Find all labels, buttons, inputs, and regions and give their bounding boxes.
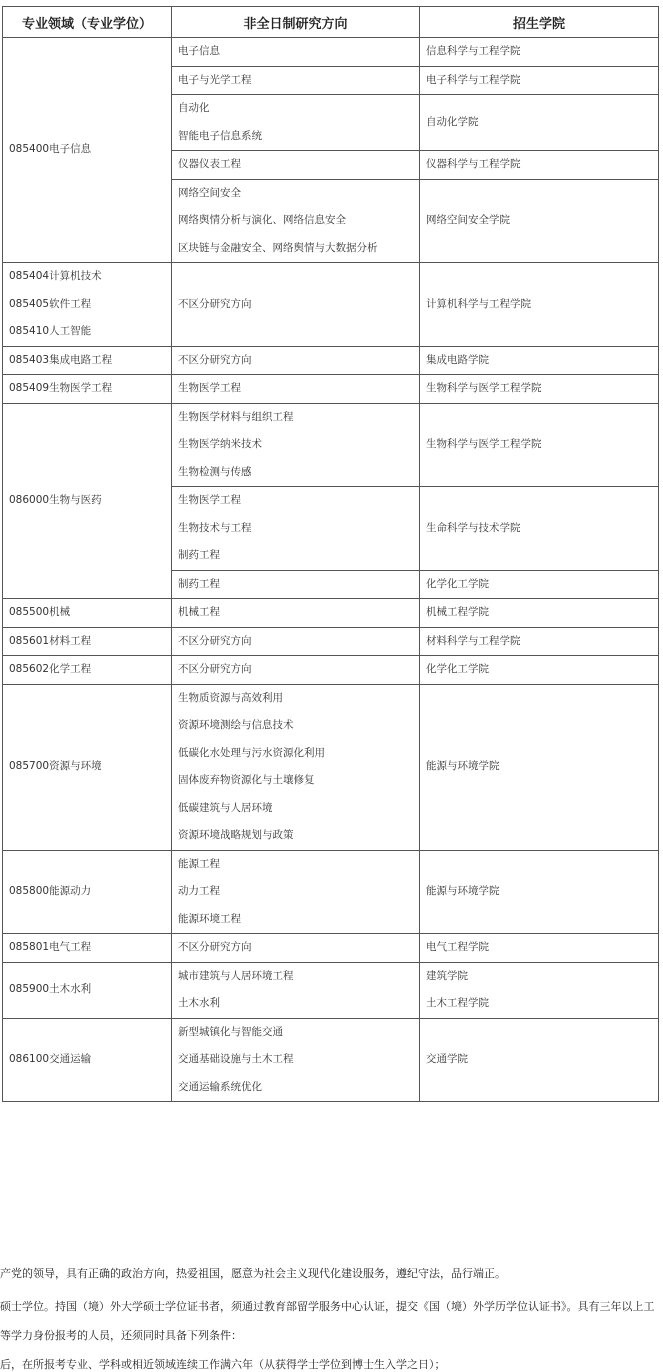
direction-label: 生物医学材料与组织工程 <box>178 410 294 423</box>
header-college: 招生学院 <box>420 7 659 38</box>
field-label: 085801电气工程 <box>9 941 92 953</box>
field-label: 085403集成电路工程 <box>9 353 113 366</box>
college-cell <box>420 375 659 404</box>
college-label: 能源与环境学院 <box>426 885 500 897</box>
direction-label: 生物检测与传感 <box>178 465 252 478</box>
direction-cell <box>172 346 420 375</box>
header-direction: 非全日制研究方向 <box>172 7 420 38</box>
field-label: 085409生物医学工程 <box>9 382 113 394</box>
college-label: 材料科学与工程学院 <box>426 634 521 647</box>
direction-cell <box>172 95 420 151</box>
college-cell <box>420 95 659 151</box>
table-header-row <box>3 7 659 38</box>
field-cell <box>3 656 172 685</box>
field-label: 085800能源动力 <box>9 885 92 897</box>
note-line-1: 产党的领导，具有正确的政治方向，热爱祖国，愿意为社会主义现代化建设服务，遵纪守法，品行端正。 <box>0 1267 506 1280</box>
direction-label: 资源环境测绘与信息技术 <box>178 719 294 731</box>
field-cell <box>3 346 172 375</box>
college-label: 电气工程学院 <box>426 941 489 953</box>
field-label: 086000生物与医药 <box>9 494 102 506</box>
direction-cell <box>172 66 420 95</box>
college-label: 集成电路学院 <box>426 353 489 366</box>
direction-label: 仪器仪表工程 <box>178 158 241 170</box>
college-cell <box>420 66 659 95</box>
college-label: 仪器科学与工程学院 <box>426 158 521 170</box>
direction-cell <box>172 656 420 685</box>
table-row <box>3 1018 659 1102</box>
header-field: 专业领域（专业学位） <box>3 7 172 38</box>
college-cell <box>420 263 659 347</box>
direction-label: 网络空间安全 <box>178 186 241 199</box>
field-label: 085400电子信息 <box>9 143 92 156</box>
college-cell <box>420 656 659 685</box>
direction-label: 生物质资源与高效利用 <box>178 691 283 704</box>
direction-label: 低碳化水处理与污水资源化利用 <box>178 746 325 759</box>
direction-label: 交通基础设施与土木工程 <box>178 1053 294 1065</box>
direction-label: 不区分研究方向 <box>178 634 252 647</box>
direction-cell <box>172 263 420 347</box>
field-label: 086100交通运输 <box>9 1053 92 1065</box>
college-label: 电子科学与工程学院 <box>426 73 521 86</box>
field-cell <box>3 403 172 599</box>
field-cell <box>3 263 172 347</box>
direction-label: 智能电子信息系统 <box>178 129 262 142</box>
field-label: 085601材料工程 <box>9 634 92 647</box>
college-cell <box>420 570 659 599</box>
college-cell <box>420 346 659 375</box>
direction-cell <box>172 934 420 963</box>
direction-cell <box>172 570 420 599</box>
direction-label: 能源工程 <box>178 857 220 870</box>
table-row <box>3 599 659 628</box>
college-cell <box>420 599 659 628</box>
field-cell <box>3 375 172 404</box>
field-cell <box>3 934 172 963</box>
note-line-4: 后，在所报考专业、学科或相近领域连续工作满六年（从获得学士学位到博士生入学之日）； <box>0 1358 446 1371</box>
direction-cell <box>172 151 420 180</box>
field-cell <box>3 962 172 1018</box>
table-row <box>3 403 659 487</box>
direction-label: 交通运输系统优化 <box>178 1080 262 1093</box>
program-table <box>2 6 659 1102</box>
direction-cell <box>172 38 420 67</box>
field-label: 085405软件工程 <box>9 297 92 310</box>
field-cell <box>3 627 172 656</box>
table-row <box>3 934 659 963</box>
college-cell <box>420 850 659 934</box>
college-label: 交通学院 <box>426 1053 468 1065</box>
direction-label: 能源环境工程 <box>178 912 241 925</box>
field-label: 085900土木水利 <box>9 983 92 996</box>
field-label: 085410人工智能 <box>9 325 92 337</box>
college-cell <box>420 1018 659 1102</box>
college-label: 化学化工学院 <box>426 577 489 590</box>
table-row <box>3 850 659 934</box>
direction-cell <box>172 627 420 656</box>
direction-label: 生物技术与工程 <box>178 521 252 534</box>
direction-label: 自动化 <box>178 102 210 114</box>
table-row <box>3 962 659 1018</box>
direction-label: 不区分研究方向 <box>178 297 252 310</box>
field-label: 085500机械 <box>9 606 71 618</box>
table-row <box>3 684 659 850</box>
direction-cell <box>172 179 420 263</box>
college-label: 机械工程学院 <box>426 606 489 618</box>
college-label: 网络空间安全学院 <box>426 214 510 226</box>
table-row <box>3 263 659 347</box>
direction-label: 电子与光学工程 <box>178 73 252 86</box>
college-cell <box>420 934 659 963</box>
table-row <box>3 375 659 404</box>
direction-label: 电子信息 <box>178 45 220 57</box>
college-cell <box>420 38 659 67</box>
direction-cell <box>172 375 420 404</box>
college-cell <box>420 487 659 571</box>
direction-cell <box>172 684 420 850</box>
direction-label: 区块链与金融安全、网络舆情与大数据分析 <box>178 241 378 254</box>
direction-label: 生物医学工程 <box>178 494 241 506</box>
direction-cell <box>172 487 420 571</box>
direction-cell <box>172 850 420 934</box>
table-body <box>3 38 659 1102</box>
college-label: 信息科学与工程学院 <box>426 45 521 57</box>
direction-label: 不区分研究方向 <box>178 663 252 675</box>
table-row <box>3 346 659 375</box>
direction-label: 不区分研究方向 <box>178 941 252 953</box>
direction-label: 土木水利 <box>178 997 220 1009</box>
direction-label: 生物医学纳米技术 <box>178 438 262 450</box>
field-cell <box>3 1018 172 1102</box>
college-cell <box>420 684 659 850</box>
direction-label: 固体废弃物资源化与土壤修复 <box>178 774 315 786</box>
college-label: 生物科学与医学工程学院 <box>426 438 542 450</box>
table-row <box>3 38 659 67</box>
field-cell <box>3 850 172 934</box>
college-cell <box>420 962 659 1018</box>
field-label: 085700资源与环境 <box>9 760 102 773</box>
direction-label: 生物医学工程 <box>178 382 241 394</box>
direction-cell <box>172 403 420 487</box>
college-label: 能源与环境学院 <box>426 760 500 773</box>
college-label: 生命科学与技术学院 <box>426 521 521 534</box>
note-line-2: 硕士学位。持国（境）外大学硕士学位证书者，须通过教育部留学服务中心认证，提交《国（境）外学历学位认证书》。具有三年以上工 <box>0 1300 655 1313</box>
college-cell <box>420 151 659 180</box>
college-cell <box>420 403 659 487</box>
field-cell <box>3 684 172 850</box>
college-label: 化学化工学院 <box>426 663 489 675</box>
direction-label: 制药工程 <box>178 577 220 590</box>
table-row <box>3 627 659 656</box>
direction-label: 制药工程 <box>178 549 220 561</box>
direction-cell <box>172 599 420 628</box>
field-cell <box>3 38 172 263</box>
direction-cell <box>172 1018 420 1102</box>
direction-cell <box>172 962 420 1018</box>
direction-label: 低碳建筑与人居环境 <box>178 801 273 814</box>
field-label: 085602化学工程 <box>9 663 92 675</box>
direction-label: 机械工程 <box>178 606 220 618</box>
field-label: 085404计算机技术 <box>9 270 102 282</box>
table-row <box>3 656 659 685</box>
direction-label: 网络舆情分析与演化、网络信息安全 <box>178 214 346 226</box>
direction-label: 不区分研究方向 <box>178 353 252 366</box>
college-label: 土木工程学院 <box>426 997 489 1009</box>
field-cell <box>3 599 172 628</box>
college-cell <box>420 627 659 656</box>
college-cell <box>420 179 659 263</box>
direction-label: 资源环境战略规划与政策 <box>178 829 294 841</box>
college-label: 生物科学与医学工程学院 <box>426 382 542 394</box>
direction-label: 城市建筑与人居环境工程 <box>178 969 294 982</box>
direction-label: 新型城镇化与智能交通 <box>178 1025 283 1038</box>
college-label: 计算机科学与工程学院 <box>426 297 531 310</box>
note-line-3: 等学力身份报考的人员，还须同时具备下列条件： <box>0 1329 242 1342</box>
college-label: 建筑学院 <box>426 969 468 982</box>
college-label: 自动化学院 <box>426 115 479 128</box>
direction-label: 动力工程 <box>178 885 220 897</box>
